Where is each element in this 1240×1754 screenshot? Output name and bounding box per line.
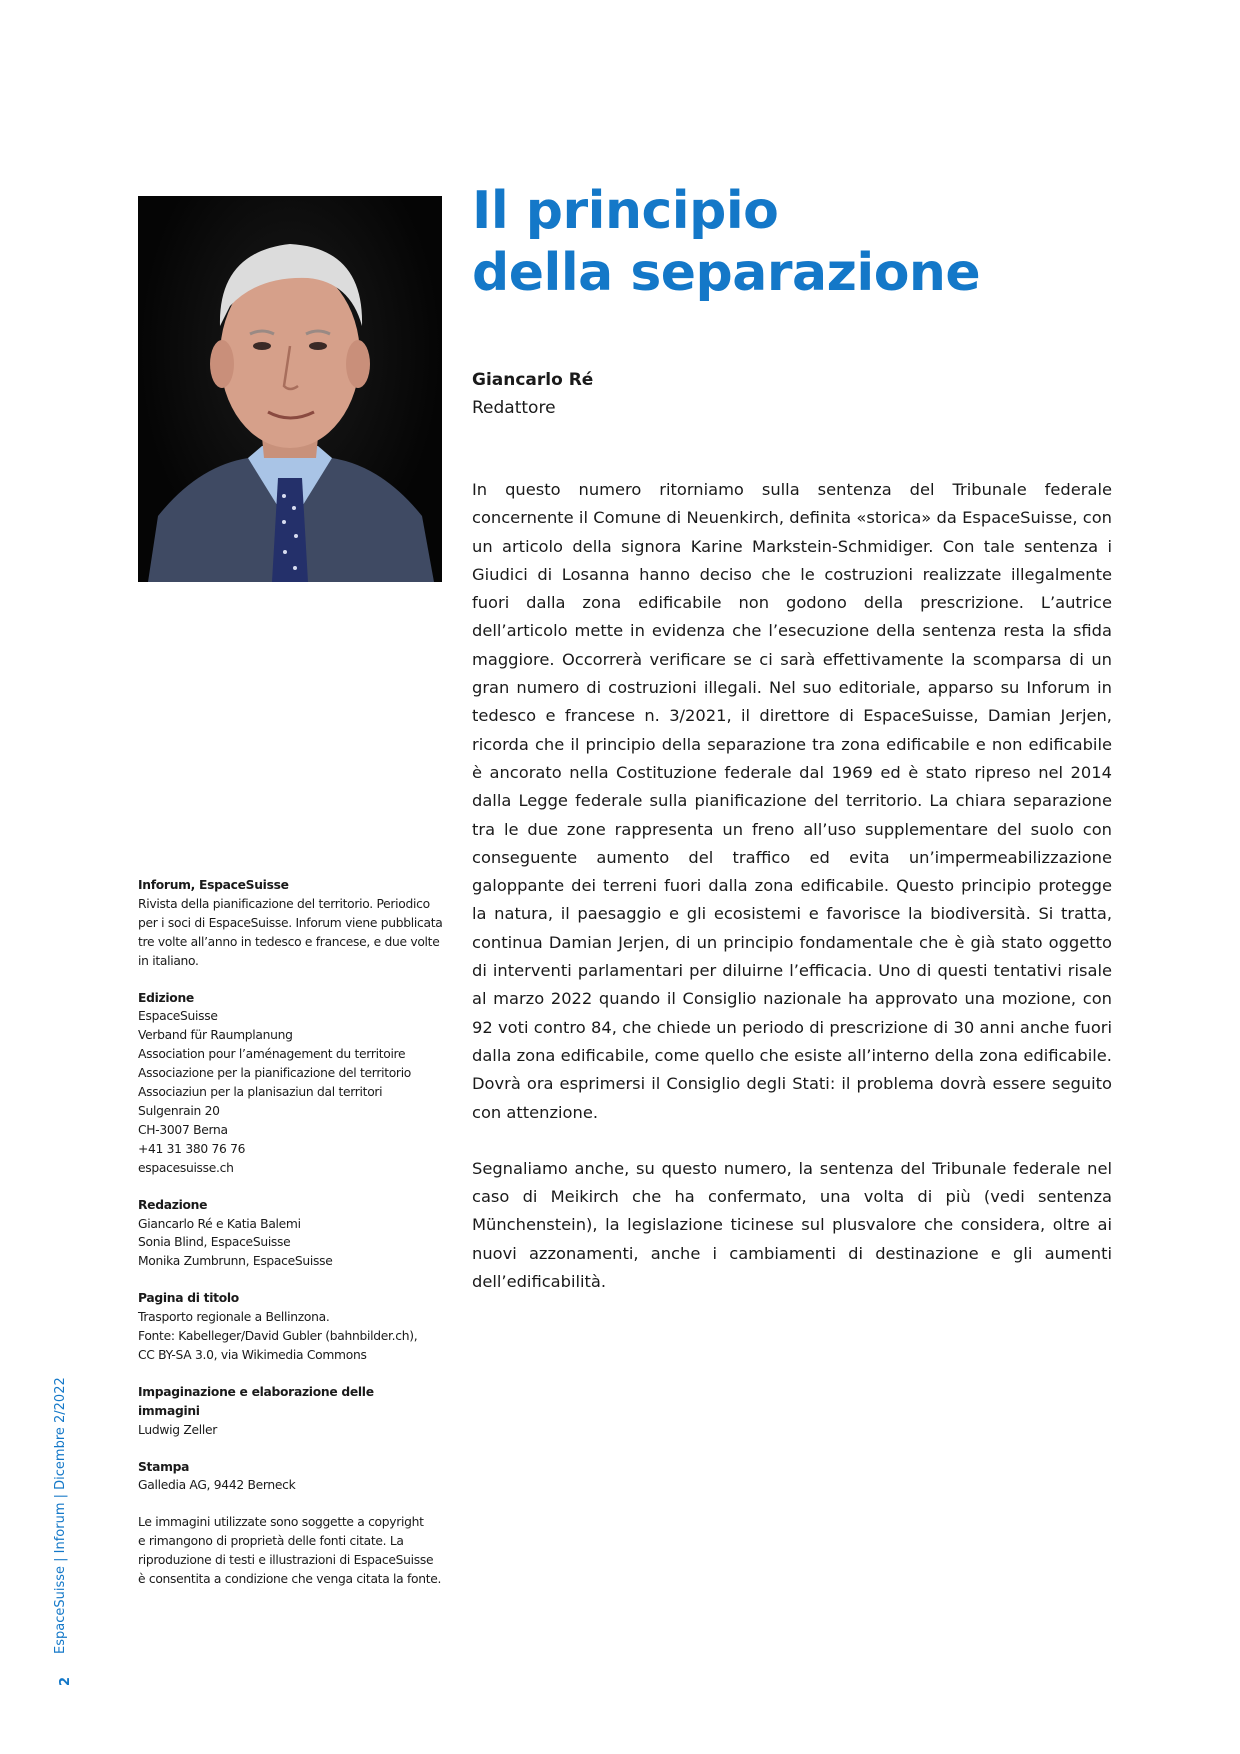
colophon-line: Verband für Raumplanung xyxy=(138,1028,293,1043)
paragraph: Segnaliamo anche, su questo numero, la sentenza del Tribunale federale nel caso di Meikirch che ha confermato, una volta di più (vedi sentenza Münchenstein), la legislazione ticinese sul plusvalore che considera, oltre ai nuovi azzonamenti, anche i cambiamenti di destinazione e gli aumenti dell’edificabilità. xyxy=(472,1158,1112,1292)
colophon-line: per i soci di EspaceSuisse. Inforum viene pubblicata xyxy=(138,915,443,930)
colophon-line: Ludwig Zeller xyxy=(138,1422,217,1437)
colophon-line: e rimangono di proprietà delle fonti citate. La xyxy=(138,1534,404,1549)
colophon-header: Inforum, EspaceSuisse xyxy=(138,878,289,892)
colophon-line: in italiano. xyxy=(138,953,199,968)
colophon-line: Monika Zumbrunn, EspaceSuisse xyxy=(138,1254,333,1269)
sidebar-running-footer: EspaceSuisse | Inforum | Dicembre 2/2022 xyxy=(53,1377,68,1654)
colophon-header: Stampa xyxy=(138,1459,190,1474)
colophon-line: Fonte: Kabelleger/David Gubler (bahnbilder.ch), xyxy=(138,1329,418,1344)
colophon-block-copyright xyxy=(138,1513,442,1589)
colophon-line: CC BY-SA 3.0, via Wikimedia Commons xyxy=(138,1347,367,1362)
colophon-line: Association pour l’aménagement du territoire xyxy=(138,1047,406,1062)
colophon-line: Trasporto regionale a Bellinzona. xyxy=(138,1310,330,1325)
colophon-block-edizione xyxy=(138,989,438,1178)
colophon-line: Galledia AG, 9442 Berneck xyxy=(138,1478,296,1493)
colophon-line: Sonia Blind, EspaceSuisse xyxy=(138,1235,291,1250)
colophon-line: tre volte all’anno in tedesco e francese, e due volte xyxy=(138,934,440,949)
paragraph: In questo numero ritorniamo sulla sentenza del Tribunale federale concernente il Comune di Neuenkirch, definita «storica» da EspaceSuisse, con un articolo della signora Karine Markstein-Schmidiger. Con tale sentenza i Giudici di Losanna hanno deciso che le costruzioni realizzate illegalmente fuori dalla zona edificabile non godono della prescrizione. L’autrice dell’articolo mette in evidenza che l’esecuzione della sentenza resta la sfida maggiore. Occorrerà verificare se ci sarà effettivamente la scomparsa di un gran numero di costruzioni illegali. Nel suo editoriale, apparso su Inforum in tedesco e francese n. 3/2021, il direttore di EspaceSuisse, Damian Jerjen, ricorda che il principio della separazione tra zona edificabile e non edificabile è ancorato nella Costituzione federale dal 1969 ed è stato ripreso nel 2014 dalla Legge federale sulla pianificazione del territorio. La chiara separazione tra le due zone rappresenta un freno all’uso supplementare del suolo con conseguente aumento del traffico ed evita un’impermeabilizzazione galoppante dei terreni fuori dalla zona edificabile. Questo principio protegge la natura, il paesaggio e gli ecosistemi e favorisce la biodiversità. Si tratta, continua Damian Jerjen, di un principio fondamentale che è già stato oggetto di interventi parlamentari per diluirne l’efficacia. Uno di questi tentativi risale al marzo 2022 quando il Consiglio nazionale ha approvato una mozione, con 92 voti contro 84, che chiede un periodo di prescrizione di 30 anni anche fuori dalla zona edificabile, come quello che esiste all’interno della zona edificabile. Dovrà ora esprimersi il Consiglio degli Stati: il problema dovrà essere seguito con attenzione. xyxy=(472,480,1112,1122)
colophon-line: Sulgenrain 20 xyxy=(138,1103,220,1118)
page-number: 2 xyxy=(58,1676,73,1686)
colophon-line: è consentita a condizione che venga citata la fonte. xyxy=(138,1572,442,1587)
colophon-line: +41 31 380 76 76 xyxy=(138,1141,246,1156)
author-block xyxy=(472,366,593,422)
colophon-link[interactable]: espacesuisse.ch xyxy=(138,1160,234,1175)
colophon-block-impaginazione xyxy=(138,1383,438,1440)
colophon-line: CH-3007 Berna xyxy=(138,1122,228,1137)
colophon-line: EspaceSuisse xyxy=(138,1009,218,1024)
author-portrait-photo xyxy=(138,196,442,582)
colophon-header: Edizione xyxy=(138,990,194,1005)
colophon-line: Le immagini utilizzate sono soggette a copyright xyxy=(138,1515,424,1530)
colophon-line: Associaziun per la planisaziun dal territori xyxy=(138,1085,383,1100)
colophon-block-stampa xyxy=(138,1458,438,1496)
colophon-block-inforum xyxy=(138,876,443,971)
colophon-line: Associazione per la pianificazione del territorio xyxy=(138,1066,412,1081)
colophon-block-pagina-di-titolo xyxy=(138,1289,438,1365)
colophon-header: Pagina di titolo xyxy=(138,1291,239,1306)
colophon-line: Giancarlo Ré e Katia Balemi xyxy=(138,1216,301,1231)
author-role: Redattore xyxy=(472,398,556,418)
colophon-line: Rivista della pianificazione del territorio. Periodico xyxy=(138,896,430,911)
colophon-header: Redazione xyxy=(138,1197,208,1212)
article-body xyxy=(472,476,1112,1324)
author-name: Giancarlo Ré xyxy=(472,370,594,390)
colophon xyxy=(138,876,443,1607)
title-line-1: Il principio xyxy=(472,181,779,241)
colophon-line: riproduzione di testi e illustrazioni di EspaceSuisse xyxy=(138,1553,434,1568)
title-line-2: della separazione xyxy=(472,243,981,303)
colophon-block-redazione xyxy=(138,1196,438,1272)
article-title xyxy=(472,180,980,304)
colophon-header: Impaginazione e elaborazione delle immagini xyxy=(138,1384,374,1418)
